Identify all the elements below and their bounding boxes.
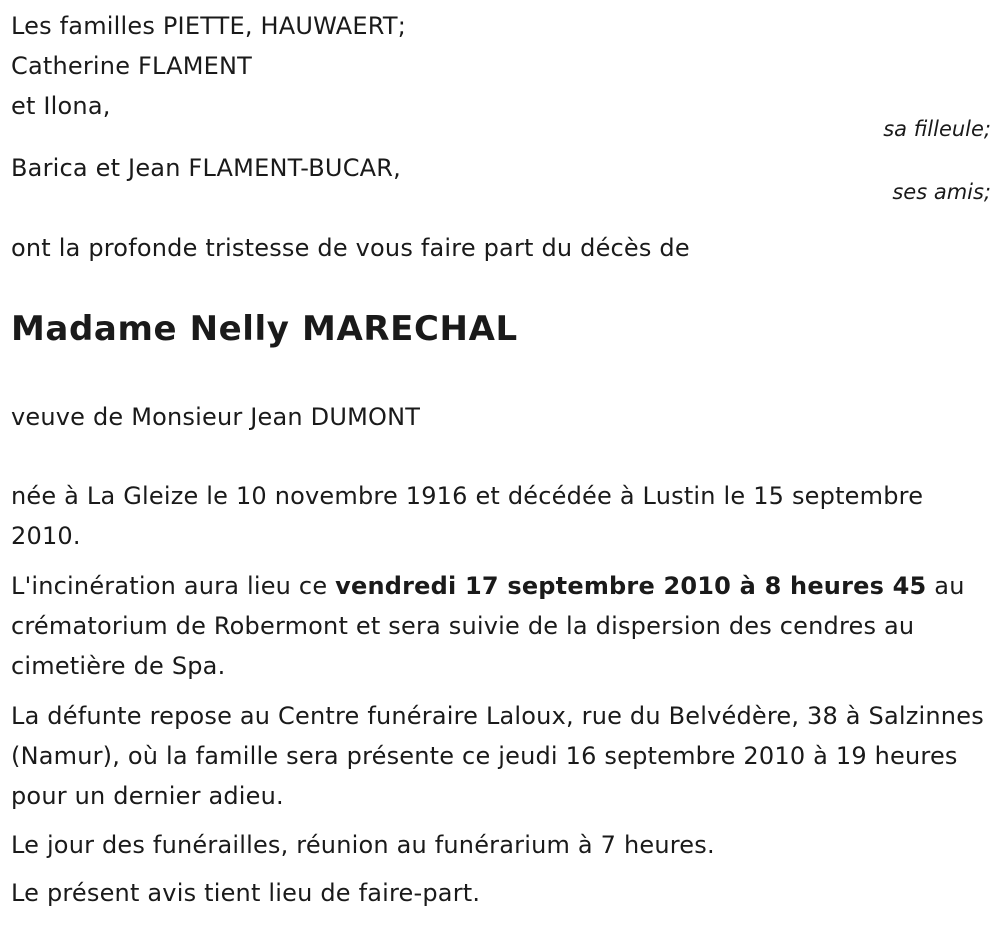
family-line-2: Catherine FLAMENT [11,52,253,80]
birth-death-text: née à La Gleize le 10 novembre 1916 et décédée à Lustin le 15 septembre 2010. [11,482,924,550]
cremation-text-start: L'incinération aura lieu ce [11,572,336,600]
family-line-4: Barica et Jean FLAMENT-BUCAR, [11,154,401,182]
cremation-date-time: vendredi 17 septembre 2010 à 8 heures 45 [335,572,927,600]
widow-of-text: veuve de Monsieur Jean DUMONT [11,403,421,431]
family-line-1: Les familles PIETTE, HAUWAERT; [11,12,407,40]
family-line-3: et Ilona, [11,92,111,120]
cremation-text-end: au crématorium de Robermont et sera suivie de la dispersion des cendres au cimetière de Spa. [11,572,965,680]
repose-text: La défunte repose au Centre funéraire Laloux, rue du Belvédère, 38 à Salzinnes (Namur), où la famille sera présente ce jeudi 16 septembre 2010 à 19 heures pour un dernier adieu. [11,702,984,810]
relation-label-2: ses amis; [892,180,991,204]
notice-text: Le présent avis tient lieu de faire-part. [11,879,481,907]
funeral-day-text: Le jour des funérailles, réunion au funérarium à 7 heures. [11,831,715,859]
cremation-text [11,566,996,686]
intro-text: ont la profonde tristesse de vous faire part du décès de [11,234,690,262]
deceased-name: Madame Nelly MARECHAL [11,309,518,349]
relation-label-1: sa filleule; [883,117,991,141]
